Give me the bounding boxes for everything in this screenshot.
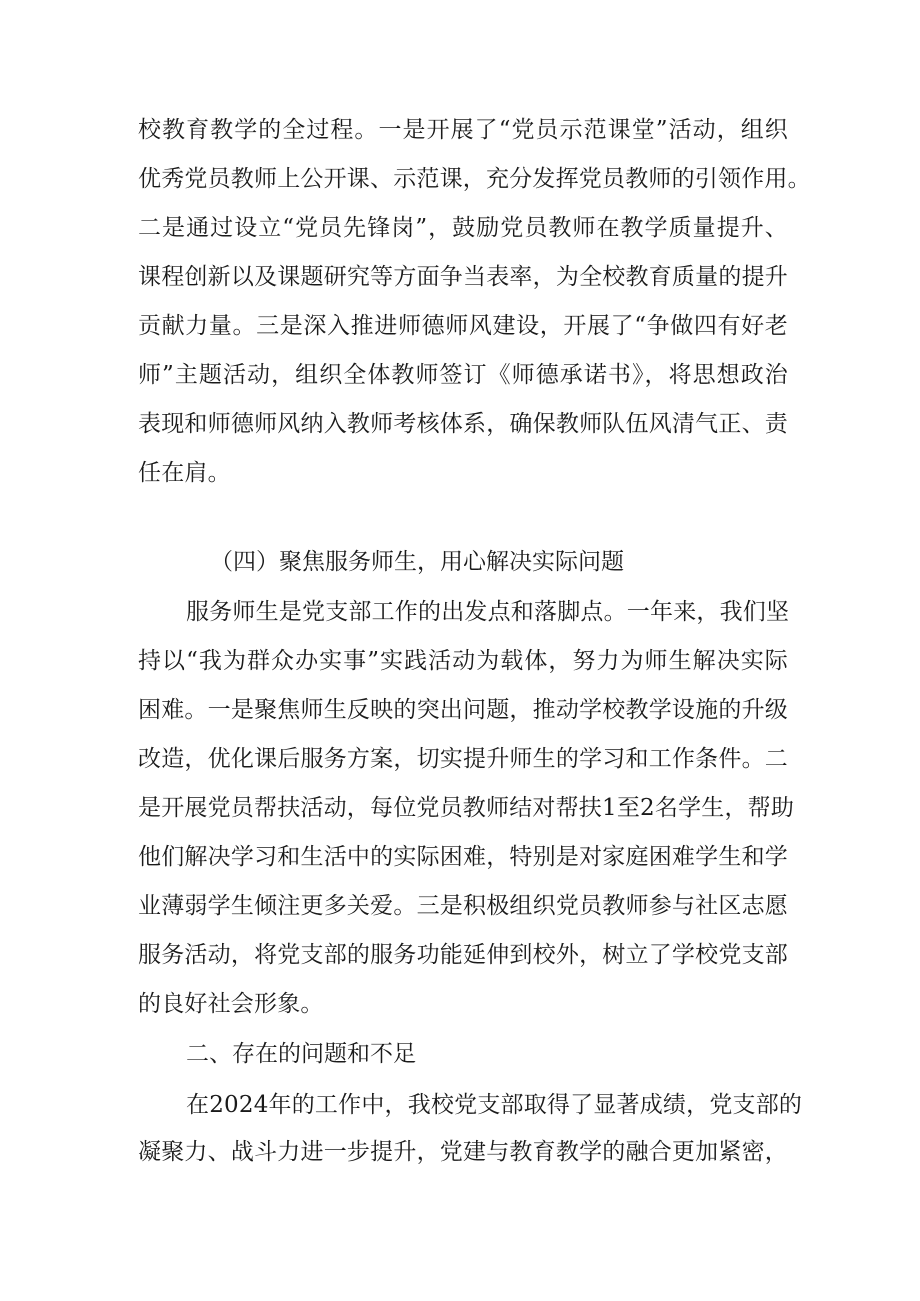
paragraph-line: 凝聚力、战斗力进一步提升，党建与教育教学的融合更加紧密， (138, 1139, 788, 1165)
paragraph-line: 二是通过设立“党员先锋岗”，鼓励党员教师在教学质量提升、 (138, 215, 788, 241)
paragraph-line: 校教育教学的全过程。一是开展了“党员示范课堂”活动，组织 (138, 117, 788, 143)
paragraph-line: 服务师生是党支部工作的出发点和落脚点。一年来，我们坚 (186, 599, 790, 625)
paragraph-line: 困难。一是聚焦师生反映的突出问题，推动学校教学设施的升级 (138, 697, 788, 723)
paragraph-line: 服务活动，将党支部的服务功能延伸到校外，树立了学校党支部 (138, 942, 788, 968)
paragraph-line: 业薄弱学生倾注更多关爱。三是积极组织党员教师参与社区志愿 (138, 893, 788, 919)
paragraph-line: 表现和师德师风纳入教师考核体系，确保教师队伍风清气正、责 (138, 411, 788, 437)
paragraph-line: 课程创新以及课题研究等方面争当表率，为全校教育质量的提升 (138, 264, 788, 290)
paragraph-line: 是开展党员帮扶活动，每位党员教师结对帮扶1至2名学生，帮助 (138, 795, 795, 821)
paragraph-line: 的良好社会形象。 (138, 991, 324, 1017)
subsection-heading: （四）聚焦服务师生，用心解决实际问题 (210, 549, 624, 575)
paragraph-line: 他们解决学习和生活中的实际困难，特别是对家庭困难学生和学 (138, 844, 788, 870)
paragraph-line: 优秀党员教师上公开课、示范课，充分发挥党员教师的引领作用。 (138, 166, 811, 192)
paragraph-line: 在2024年的工作中，我校党支部取得了显著成绩，党支部的 (186, 1092, 803, 1118)
paragraph-line: 师”主题活动，组织全体教师签订《师德承诺书》，将思想政治 (138, 362, 788, 388)
section-heading: 二、存在的问题和不足 (186, 1041, 416, 1067)
paragraph-line: 改造，优化课后服务方案，切实提升师生的学习和工作条件。二 (138, 746, 788, 772)
paragraph-line: 持以“我为群众办实事”实践活动为载体，努力为师生解决实际 (138, 648, 788, 674)
paragraph-line: 任在肩。 (138, 460, 231, 486)
paragraph-line: 贡献力量。三是深入推进师德师风建设，开展了“争做四有好老 (138, 313, 788, 339)
